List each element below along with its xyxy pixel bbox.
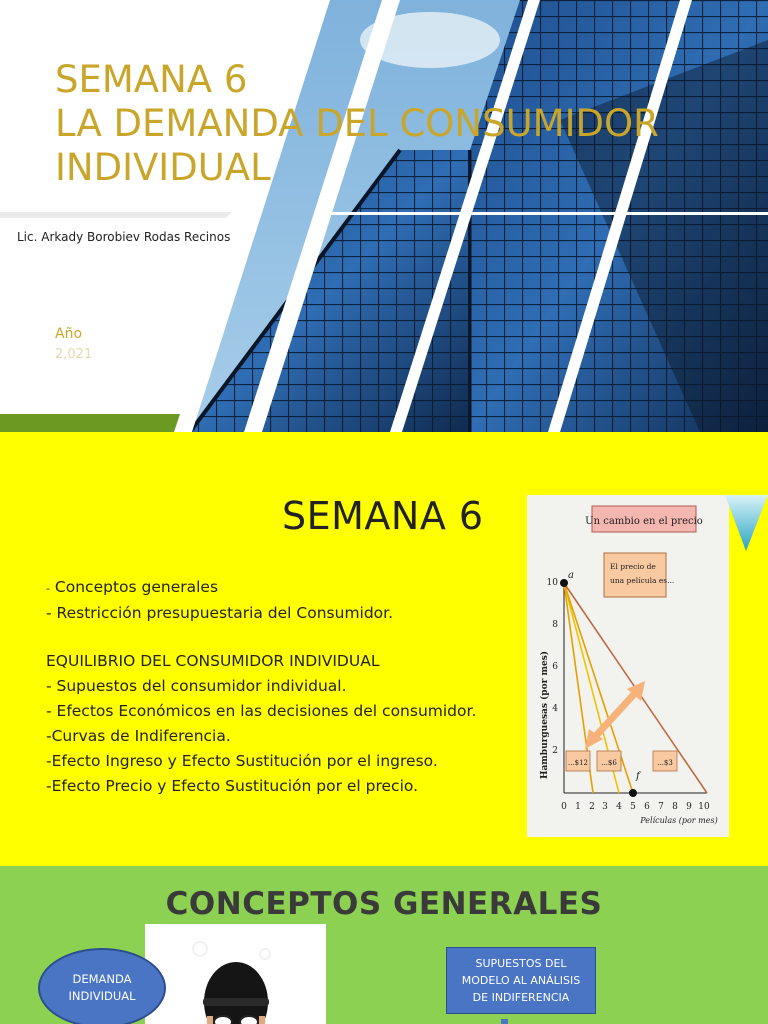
- title-line-3: INDIVIDUAL: [55, 146, 271, 189]
- agenda-slide: [0, 432, 768, 866]
- demanda-individual-node: DEMANDA INDIVIDUAL: [38, 948, 166, 1024]
- agenda-item-text: Conceptos generales: [54, 578, 219, 596]
- agenda-section-heading: EQUILIBRIO DEL CONSUMIDOR INDIVIDUAL: [46, 652, 380, 670]
- figure-callout-line1: El precio de: [610, 562, 656, 571]
- y-tick-label: 2: [552, 746, 558, 756]
- thinking-person-image: [145, 924, 326, 1024]
- agenda-item: [46, 575, 536, 601]
- x-tick-label: 7: [658, 802, 664, 812]
- point-a-label: a: [568, 570, 574, 581]
- concepts-title: CONCEPTOS GENERALES: [165, 886, 603, 922]
- point-f-marker: [629, 789, 637, 797]
- y-tick-label: 10: [546, 578, 558, 588]
- list-spacer: [46, 626, 536, 649]
- title-line-2: LA DEMANDA DEL CONSUMIDOR: [55, 102, 659, 145]
- decorative-triangle-icon: [725, 495, 768, 553]
- x-tick-label: 10: [698, 802, 710, 812]
- budget-line-figure: [527, 495, 729, 837]
- y-tick-label: 8: [552, 620, 558, 630]
- figure-header: Un cambio en el precio: [585, 516, 703, 527]
- y-tick-label: 4: [552, 704, 558, 714]
- concepts-slide: [0, 866, 768, 1024]
- y-tick-label: 6: [552, 662, 558, 672]
- figure-callout-box: [604, 553, 666, 597]
- title-slide: [0, 0, 768, 432]
- year-label: Año: [55, 326, 83, 342]
- agenda-title: SEMANA 6: [282, 494, 484, 538]
- figure-callout-line2: una película es...: [610, 576, 675, 585]
- year-value: 2,021: [55, 347, 93, 362]
- supuestos-modelo-node: SUPUESTOS DEL MODELO AL ANÁLISIS DE INDIFERENCIA: [446, 947, 596, 1014]
- price-label: ...$12: [567, 759, 589, 767]
- x-tick-label: 4: [616, 802, 622, 812]
- agenda-item: - Restricción presupuestaria del Consumidor.: [46, 604, 394, 622]
- agenda-item: -Curvas de Indiferencia.: [46, 727, 231, 745]
- x-tick-label: 3: [602, 802, 608, 812]
- figure-y-axis-label: Hamburguesas (por mes): [540, 650, 550, 780]
- agenda-item: - Supuestos del consumidor individual.: [46, 677, 347, 695]
- agenda-item: -Efecto Precio y Efecto Sustitución por el precio.: [46, 777, 419, 795]
- x-tick-label: 2: [589, 802, 595, 812]
- x-tick-label: 0: [561, 802, 567, 812]
- title-line-1: SEMANA 6: [55, 58, 248, 101]
- bullet-dash: -: [46, 582, 50, 595]
- title-slide-heading: [55, 58, 695, 190]
- x-tick-label: 6: [644, 802, 650, 812]
- connector-arrow: [501, 1019, 508, 1024]
- figure-x-axis-label: Películas (por mes): [640, 816, 718, 825]
- x-tick-label: 5: [630, 802, 636, 812]
- author-name: Lic. Arkady Borobiev Rodas Recinos: [17, 230, 231, 244]
- x-tick-label: 8: [672, 802, 678, 812]
- point-a-marker: [560, 579, 568, 587]
- x-tick-label: 1: [575, 802, 581, 812]
- agenda-list: [46, 575, 536, 799]
- price-label: ...$6: [601, 759, 617, 767]
- x-tick-label: 9: [686, 802, 692, 812]
- price-label: ...$3: [657, 759, 673, 767]
- point-f-label: f: [636, 771, 640, 782]
- agenda-item: -Efecto Ingreso y Efecto Sustitución por el ingreso.: [46, 752, 438, 770]
- agenda-item: - Efectos Económicos en las decisiones del consumidor.: [46, 702, 477, 720]
